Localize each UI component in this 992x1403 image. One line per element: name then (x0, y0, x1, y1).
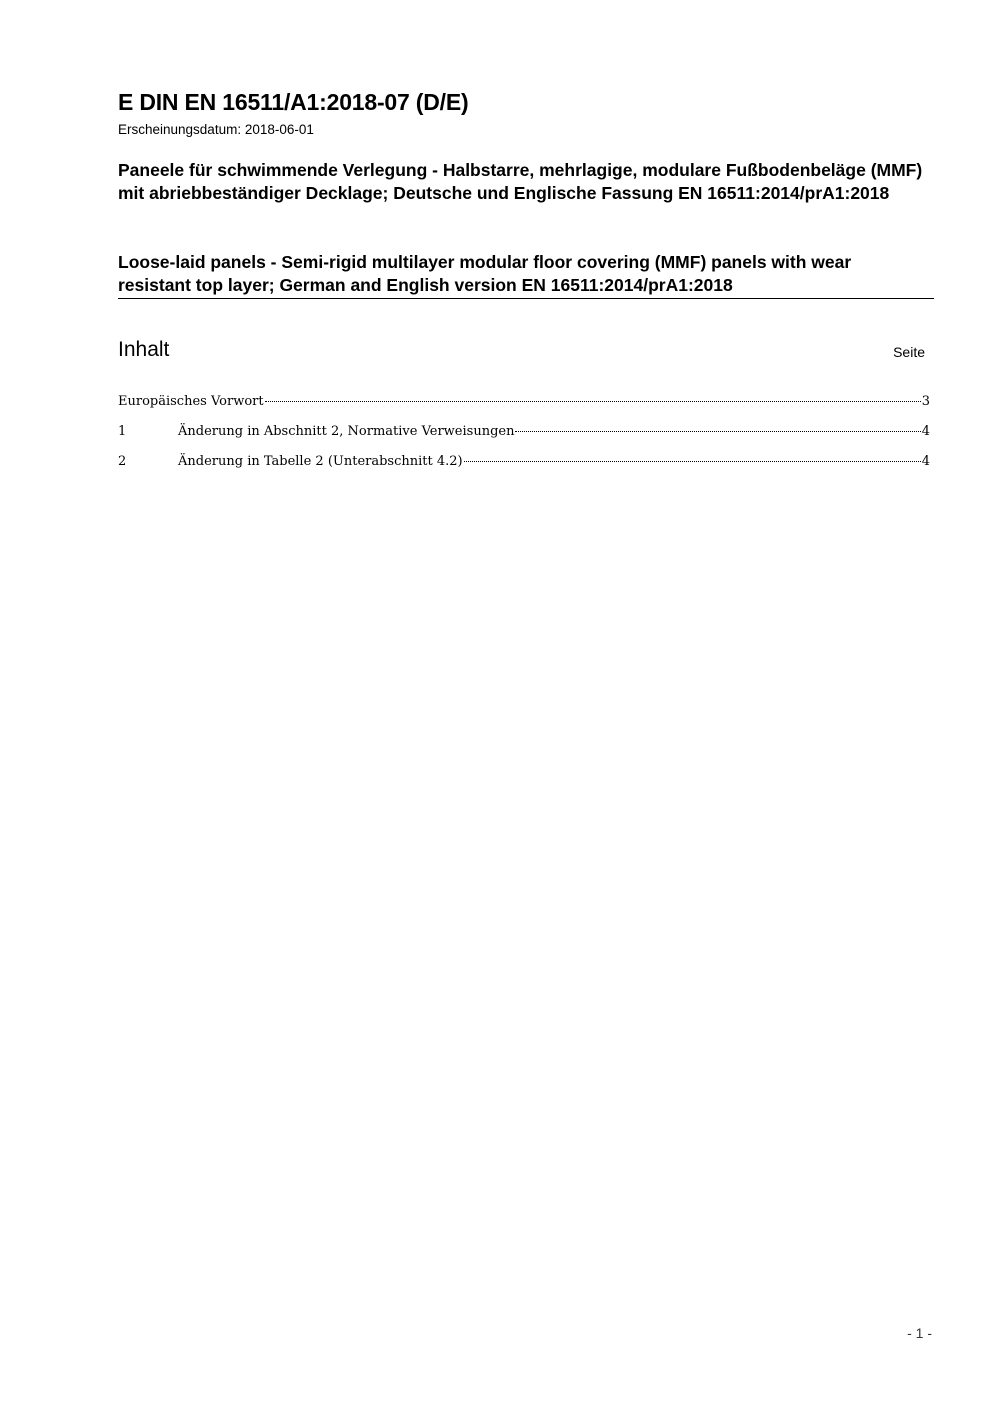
toc-entry-page: 4 (921, 424, 930, 439)
publication-date: Erscheinungsdatum: 2018-06-01 (118, 122, 314, 137)
toc-entry-page: 4 (921, 454, 930, 469)
toc-entry-page: 3 (921, 394, 930, 409)
toc-entry[interactable] (118, 424, 930, 444)
english-title: Loose-laid panels - Semi-rigid multilayer modular floor covering (MMF) panels with wear resistant top layer; German and English version EN 16511:2014/prA1:2018 (118, 252, 852, 295)
toc-entry-title: Änderung in Abschnitt 2, Normative Verweisungen (178, 424, 515, 439)
toc-heading: Inhalt (118, 338, 170, 361)
german-title: Paneele für schwimmende Verlegung - Halbstarre, mehrlagige, modulare Fußbodenbeläge (MMF) mit abriebbeständiger Decklage; Deutsche und Englische Fassung EN 16511:2014/prA1:2018 (118, 160, 923, 203)
toc-dot-leader (515, 431, 920, 432)
toc-dot-leader (464, 461, 921, 462)
table-of-contents (118, 394, 930, 484)
toc-entry-number: 1 (118, 424, 127, 439)
toc-entry-title: Europäisches Vorwort (118, 394, 264, 409)
toc-entry-title: Änderung in Tabelle 2 (Unterabschnitt 4.2) (178, 454, 463, 469)
page-number: - 1 - (907, 1325, 932, 1341)
english-title-block (118, 251, 934, 299)
toc-page-column-label: Seite (893, 344, 925, 360)
toc-dot-leader (265, 401, 921, 402)
toc-entry[interactable] (118, 394, 930, 414)
toc-entry[interactable] (118, 454, 930, 474)
document-identifier: E DIN EN 16511/A1:2018-07 (D/E) (118, 89, 469, 115)
toc-entry-number: 2 (118, 454, 127, 469)
